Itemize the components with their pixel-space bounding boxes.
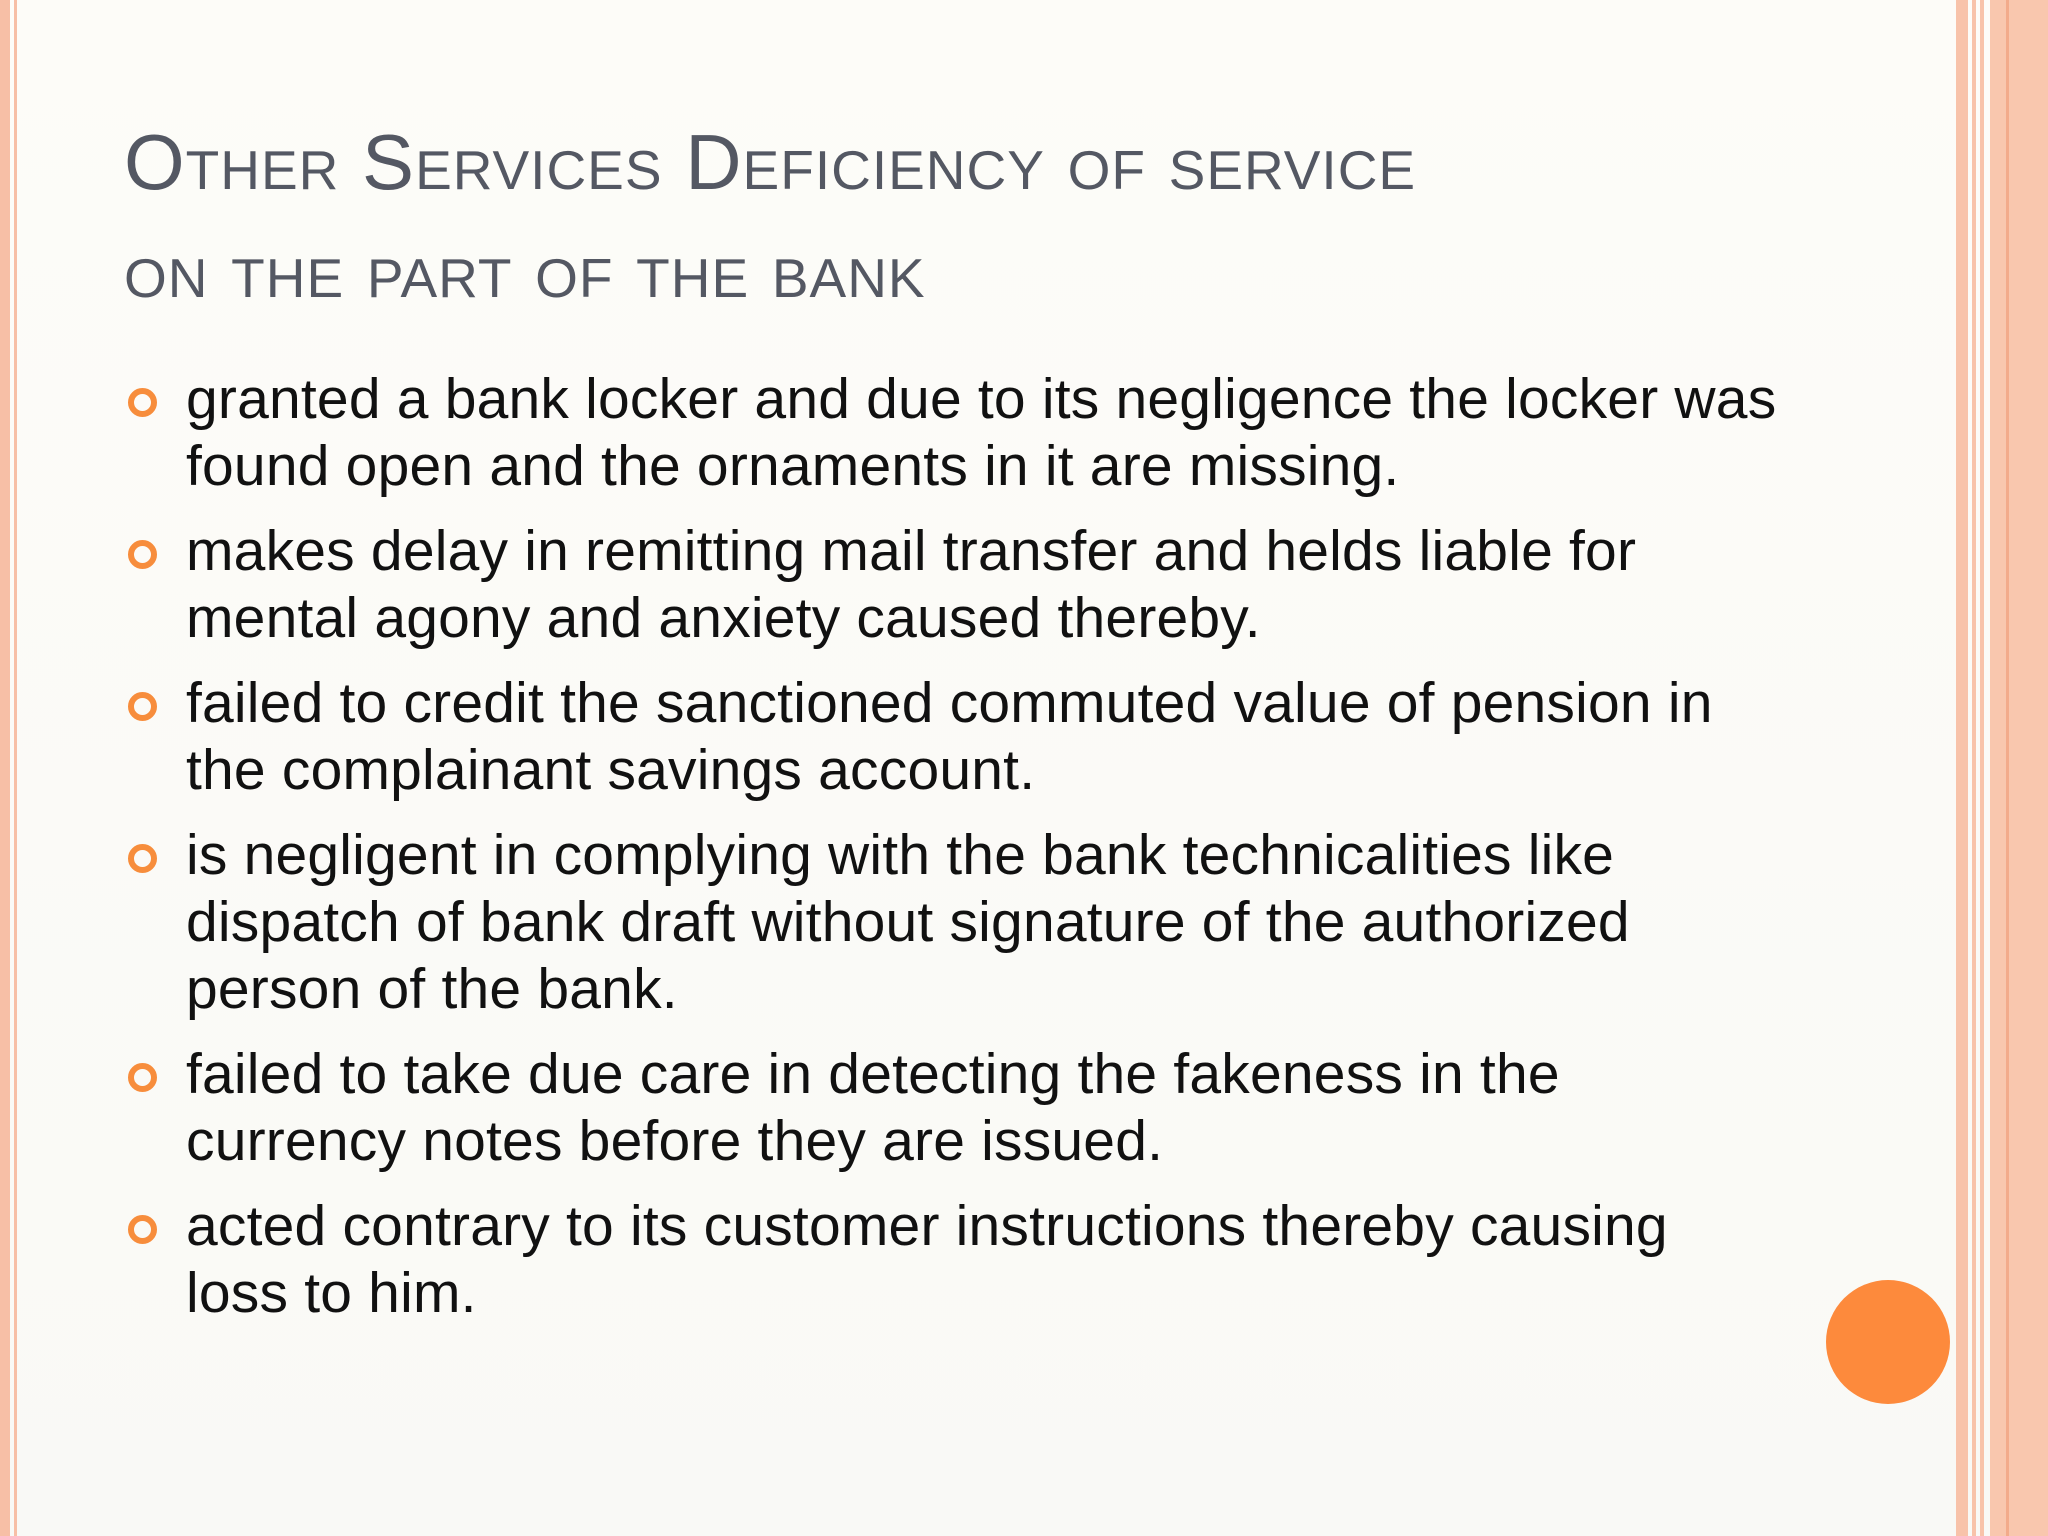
bullet-text-6: acted contrary to its customer instructions thereby causing loss to him. <box>186 1194 1668 1325</box>
slide-title-line-1: Other Services Deficiency of service <box>124 118 1417 206</box>
right-border-line <box>1956 0 1968 1536</box>
orange-circle-decoration <box>1826 1280 1950 1404</box>
right-border-band <box>1990 0 2048 1536</box>
slide-title-line-2: on the part of the bank <box>124 226 926 314</box>
left-border-thin-line <box>14 0 17 1536</box>
bullet-list <box>128 366 1778 1345</box>
circle-outline-bullet-icon <box>128 692 157 721</box>
bullet-item-1 <box>128 366 1778 500</box>
bullet-text-3: failed to credit the sanctioned commuted value of pension in the complainant savings account. <box>186 671 1713 802</box>
circle-outline-bullet-icon <box>128 1063 157 1092</box>
bullet-text-2: makes delay in remitting mail transfer and helds liable for mental agony and anxiety caused thereby. <box>186 519 1637 650</box>
circle-outline-bullet-icon <box>128 388 157 417</box>
right-border-thin-line-2 <box>1980 0 1984 1536</box>
bullet-item-2 <box>128 518 1778 652</box>
circle-outline-bullet-icon <box>128 844 157 873</box>
right-border-band-line <box>2006 0 2009 1536</box>
circle-outline-bullet-icon <box>128 540 157 569</box>
slide-title <box>124 108 1904 324</box>
left-border-line <box>0 0 10 1536</box>
bullet-item-3 <box>128 670 1778 804</box>
bullet-item-5 <box>128 1041 1778 1175</box>
bullet-text-5: failed to take due care in detecting the fakeness in the currency notes before they are issued. <box>186 1042 1560 1173</box>
right-border-thin-line <box>1972 0 1976 1536</box>
bullet-item-4 <box>128 822 1778 1023</box>
bullet-text-1: granted a bank locker and due to its negligence the locker was found open and the ornaments in it are missing. <box>186 367 1777 498</box>
bullet-item-6 <box>128 1193 1778 1327</box>
bullet-text-4: is negligent in complying with the bank technicalities like dispatch of bank draft without signature of the authorized person of the bank. <box>186 823 1630 1021</box>
circle-outline-bullet-icon <box>128 1215 157 1244</box>
